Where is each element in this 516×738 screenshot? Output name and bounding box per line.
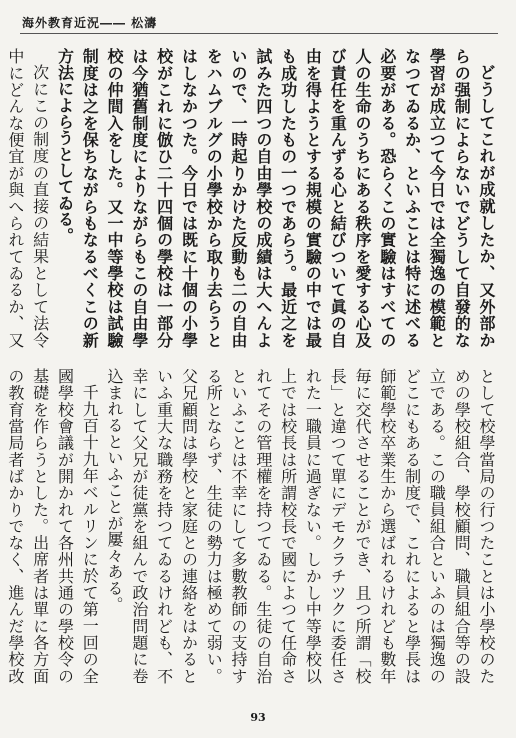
paragraph-school-associations: として校學當局の行つたことは小學校のための學校組合、學校顧問、職員組合等の設立である。この職員組合といふのは獨逸のどこにもある制度で、これによると學長は師範學校卒業生から選ばれるけれども數年毎に交代させることができ、且つ所謂「校長」と違つて單にデモクラチツクに委任された一職員に過ぎない。しかし中等學校以上では校長は所謂校長で國によつて任命されてその管理權を持つてゐる。生徒の自治といふことは不幸にして多數教師の支持する所とならず、生徒の勢力は極めて弱い。父兄顧問は學校と家庭との連絡をはかるといふ重大な職務を持つてゐるけれども、不幸にして父兄が徒黨を組んで政治問題に卷込まれるといふことが屢々ある。 — [105, 368, 496, 684]
paragraph-national-conference: 千九百十九年ベルリンに於て第一回の全國學校會議が開かれて各州共通の學校令の基礎を作らうとした。出席者は單に各方面の教育當局者ばかりでなく、進んだ學校改 — [5, 368, 100, 684]
paragraph-legal-provisions: 次にこの制度の直接の結果として法令中にどんな便宜が與へられてゐるか、又 — [5, 48, 50, 348]
running-header: 海外教育近況―― 松濤 — [22, 16, 158, 30]
upper-text-block — [5, 48, 498, 348]
paragraph-success-experiment: どうしてこれが成就したか、又外部からの强制によらないでどうして自發的な學習が成立つて今日では全獨逸の模範となつてゐるか、といふことは特に述べる必要がある。恐らくこの實驗はすべての人の生命のうちにある秩序を愛する心及び責任を重んずる心と結びついて眞の自由を得ようとする規模の實驗の中では最も成功したもの一つであらう。最近之を試みた四つの自由學校の成績は大へんよいので、一時起りかけた反動も二の自由をハムブルグの小學校から取り去らうとはしなかつた。今日では既に十個の小學校がこれに倣ひ二十四個の學校は一部分は今猶舊制度によりながらもこの自由學校の仲間入をした。又一中等學校は試驗制度は之を保ちながらもなるべくこの新方法によらうとしてゐる。 — [55, 48, 496, 348]
lower-text-block — [5, 368, 498, 684]
header-rule — [20, 33, 498, 34]
page-number: 93 — [250, 711, 266, 724]
